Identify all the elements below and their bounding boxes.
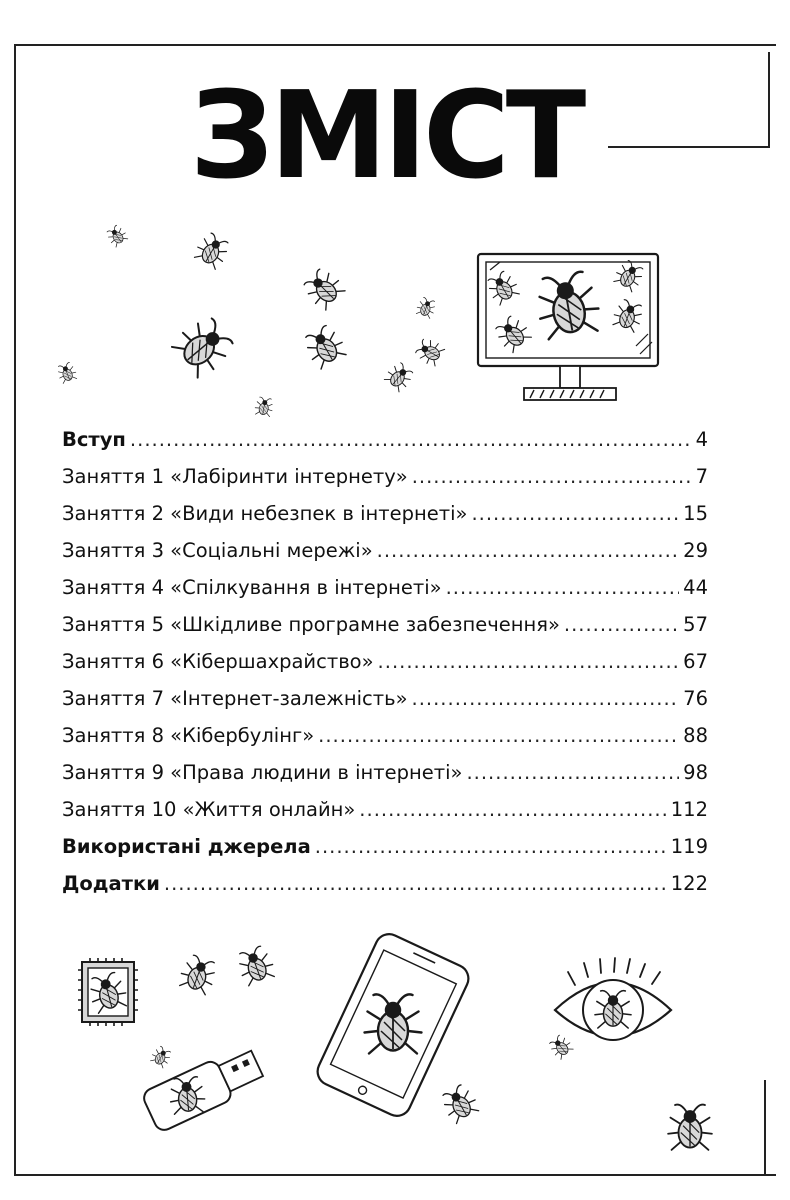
toc-entry[interactable] (62, 613, 708, 650)
toc-entry[interactable] (62, 798, 708, 835)
toc-leader-dots (412, 687, 680, 710)
toc-entry[interactable] (62, 724, 708, 761)
frame-line (768, 52, 770, 148)
toc-entry-page: 76 (683, 687, 708, 710)
toc-entry-page: 29 (683, 539, 708, 562)
toc-leader-dots (130, 428, 692, 451)
toc-entry[interactable] (62, 835, 708, 872)
toc-leader-dots (378, 650, 680, 673)
toc-entry-page: 112 (670, 798, 708, 821)
toc-entry-label: Заняття 7 «Інтернет-залежність» (62, 687, 408, 710)
toc-entry-label: Заняття 10 «Життя онлайн» (62, 798, 356, 821)
toc-leader-dots (377, 539, 680, 562)
toc-entry[interactable] (62, 428, 708, 465)
toc-entry-label: Заняття 6 «Кібершахрайство» (62, 650, 374, 673)
toc-entry[interactable] (62, 502, 708, 539)
toc-entry-label: Використані джерела (62, 835, 311, 858)
toc-entry-label: Вступ (62, 428, 126, 451)
toc-leader-dots (466, 761, 679, 784)
frame-line (608, 146, 770, 148)
toc-leader-dots (564, 613, 679, 636)
toc-entry[interactable] (62, 465, 708, 502)
page-title: ЗМІСТ (190, 64, 583, 206)
toc-entry[interactable] (62, 761, 708, 798)
toc-leader-dots (318, 724, 679, 747)
toc-entry-label: Заняття 8 «Кібербулінг» (62, 724, 315, 747)
toc-leader-dots (359, 798, 666, 821)
toc-leader-dots (315, 835, 667, 858)
toc-entry[interactable] (62, 872, 708, 909)
toc-leader-dots (471, 502, 679, 525)
toc-leader-dots (412, 465, 692, 488)
toc-entry-page: 67 (683, 650, 708, 673)
toc-entry-page: 44 (683, 576, 708, 599)
toc-entry-page: 15 (683, 502, 708, 525)
toc-entry-label: Заняття 1 «Лабіринти інтернету» (62, 465, 408, 488)
toc-entry-page: 57 (683, 613, 708, 636)
toc-entry-label: Заняття 3 «Соціальні мережі» (62, 539, 373, 562)
toc-entry-page: 7 (695, 465, 708, 488)
frame-line (764, 1080, 766, 1174)
toc-entry-label: Додатки (62, 872, 160, 895)
toc-entry-page: 88 (683, 724, 708, 747)
toc-entry-label: Заняття 2 «Види небезпек в інтернеті» (62, 502, 468, 525)
toc-entry[interactable] (62, 687, 708, 724)
toc-entry[interactable] (62, 576, 708, 613)
toc-entry-page: 122 (670, 872, 708, 895)
toc-entry-label: Заняття 4 «Спілкування в інтернеті» (62, 576, 442, 599)
toc-entry[interactable] (62, 650, 708, 687)
toc-entry[interactable] (62, 539, 708, 576)
toc-leader-dots (446, 576, 680, 599)
toc-entry-page: 119 (670, 835, 708, 858)
toc-leader-dots (164, 872, 667, 895)
toc-entry-page: 4 (695, 428, 708, 451)
table-of-contents (62, 428, 708, 909)
toc-entry-label: Заняття 5 «Шкідливе програмне забезпечення» (62, 613, 560, 636)
toc-entry-page: 98 (683, 761, 708, 784)
toc-entry-label: Заняття 9 «Права людини в інтернеті» (62, 761, 463, 784)
